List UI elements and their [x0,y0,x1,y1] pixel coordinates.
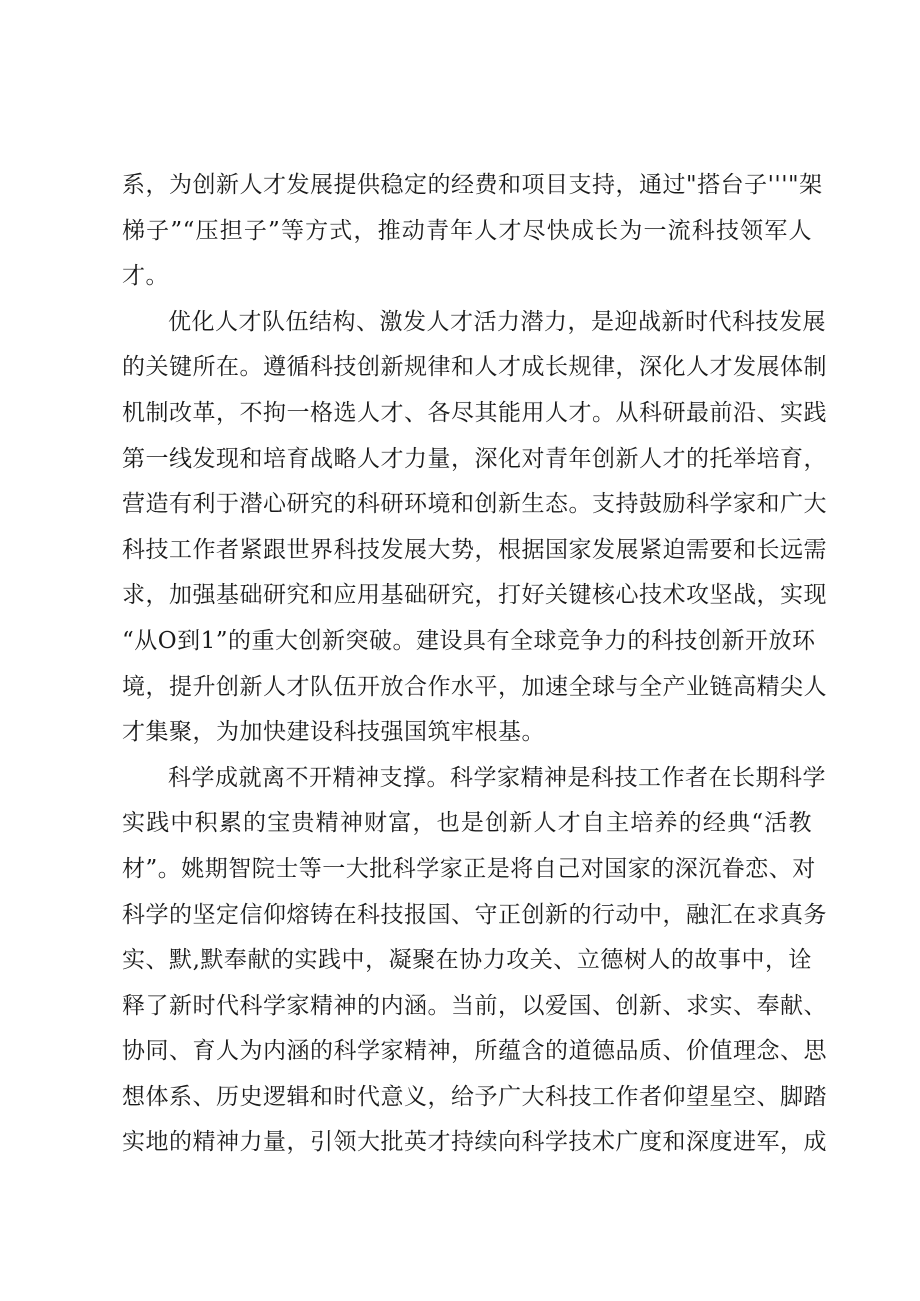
text-line: 实地的精神力量，引领大批英才持续向科学技术广度和深度进军，成 [122,1129,827,1156]
text-line: 才。 [122,263,169,290]
text-line: 系，为创新人才发展提供稳定的经费和项目支持，通过"搭台子'''"架 [122,172,823,198]
text-line: 梯子”“压担子”等方式，推动青年人才尽快成长为一流科技领军人 [122,217,812,244]
paragraph-first-line: 科学成就离不开精神支撑。科学家精神是科技工作者在长期科学 [168,764,826,791]
text-line: 材”。姚期智院士等一大批科学家正是将自己对国家的深沉眷恋、对 [122,855,816,882]
text-line: 营造有利于潜心研究的科研环境和创新生态。支持鼓励科学家和广大 [122,491,827,518]
text-line: 才集聚，为加快建设科技强国筑牢根基。 [122,719,545,746]
text-line: 科技工作者紧跟世界科技发展大势，根据国家发展紧迫需要和长远需 [122,536,827,563]
text-line: 想体系、历史逻辑和时代意义，给予广大科技工作者仰望星空、脚踏 [122,1083,827,1110]
paragraph-first-line: 优化人才队伍结构、激发人才活力潜力，是迎战新时代科技发展 [168,308,826,335]
text-line: “从O到1”的重大创新突破。建设具有全球竞争力的科技创新开放环 [122,627,816,654]
text-line: 机制改革，不拘一格选人才、各尽其能用人才。从科研最前沿、实践 [122,399,827,426]
body-text [122,163,827,1166]
text-line: 科学的坚定信仰熔铸在科技报国、守正创新的行动中，融汇在求真务 [122,901,827,928]
text-line: 实践中积累的宝贵精神财富，也是创新人才自主培养的经典“活教 [122,810,812,837]
text-line: 的关键所在。遵循科技创新规律和人才成长规律，深化人才发展体制 [122,354,827,381]
text-line: 实、默,默奉献的实践中，凝聚在协力攻关、立德树人的故事中，诠 [122,947,812,974]
text-line: 境，提升创新人才队伍开放合作水平，加速全球与全产业链高精尖人 [122,673,827,700]
text-line: 第一线发现和培育战略人才力量，深化对青年创新人才的托举培育， [122,445,827,472]
text-line: 协同、育人为内涵的科学家精神，所蕴含的道德品质、价值理念、思 [122,1038,827,1065]
text-line: 求，加强基础研究和应用基础研究，打好关键核心技术攻坚战，实现 [122,582,827,609]
text-line: 释了新时代科学家精神的内涵。当前，以爱国、创新、求实、奉献、 [122,992,827,1019]
